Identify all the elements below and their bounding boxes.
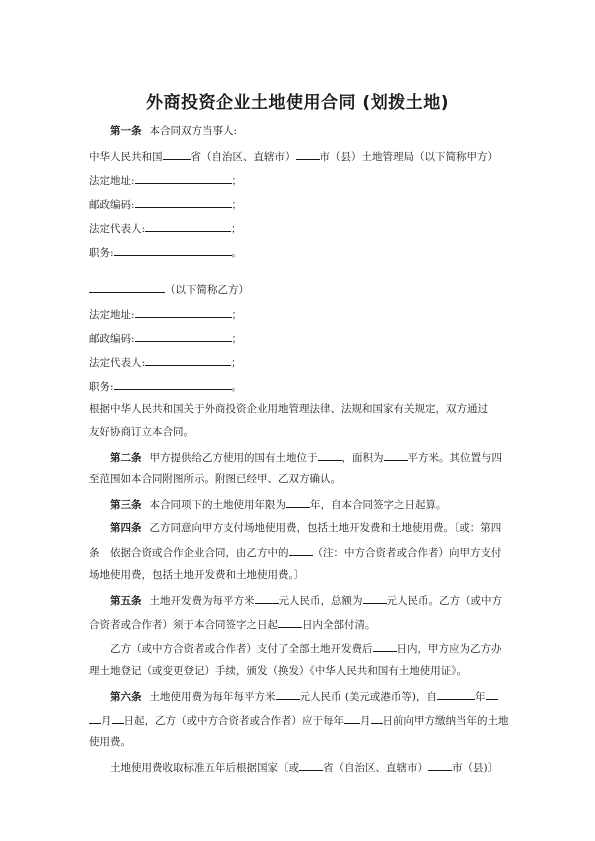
punct: ； xyxy=(231,199,243,211)
party-b-postcode xyxy=(89,330,507,346)
article-5-line-1 xyxy=(110,592,507,608)
punct: ； xyxy=(231,175,243,187)
city-blank xyxy=(296,148,320,160)
article-6b-line-1 xyxy=(110,759,507,775)
address-blank xyxy=(135,306,232,318)
address-label: 法定地址: xyxy=(89,175,135,187)
article-5-line-2 xyxy=(89,616,507,632)
text: 元人民币。乙方（或中方 xyxy=(386,595,502,607)
title-blank xyxy=(114,378,232,390)
party-a-title xyxy=(89,244,507,260)
article-1-text: 本合同双方当事人: xyxy=(149,125,238,137)
punct: 。 xyxy=(231,381,243,393)
text: ，面积为 xyxy=(341,452,384,464)
text: 乙方同意向甲方支付场地使用费，包括土地开发费和土地使用费。〔或：第四 xyxy=(149,522,502,534)
days-blank xyxy=(373,640,397,652)
article-2-label: 第二条 xyxy=(110,452,142,464)
preamble-line-1: 根据中华人民共和国关于外商投资企业用地管理法律、法规和国家有关规定，双方通过 xyxy=(89,403,488,415)
party-a-country: 中华人民共和国 xyxy=(89,151,163,163)
party-a-postcode xyxy=(89,196,507,212)
text: 日内，甲方应为乙方办 xyxy=(396,643,502,655)
party-b-address xyxy=(89,306,507,322)
total-fee-blank xyxy=(363,592,387,604)
punct: ； xyxy=(231,309,243,321)
article-4-line-2 xyxy=(89,544,507,560)
area-blank xyxy=(384,449,408,461)
year-blank xyxy=(437,688,475,700)
party-b-line xyxy=(89,281,507,297)
party-a-province: 省（自治区、直辖市） xyxy=(190,151,296,163)
article-2-line-1 xyxy=(110,449,507,465)
party-a-address xyxy=(89,172,507,188)
day-blank xyxy=(112,712,124,724)
location-blank xyxy=(318,449,342,461)
text: 日前向甲方缴纳当年的土地 xyxy=(382,715,509,727)
days-blank xyxy=(278,616,302,628)
text: 甲方提供给乙方使用的国有土地位于 xyxy=(149,452,318,464)
article-6-label: 第六条 xyxy=(110,691,142,703)
text: 元人民币 (美元或港币等)，自 xyxy=(299,691,438,703)
article-4-line-1 xyxy=(110,521,507,535)
article-4-line-3: 场地使用费，包括土地开发费和土地使用费。〕 xyxy=(89,569,305,581)
rep-blank xyxy=(145,354,231,366)
party-b-name-blank xyxy=(89,281,165,293)
article-1-label: 第一条 xyxy=(110,125,142,137)
unit-fee-blank xyxy=(255,592,279,604)
preamble-line-2: 友好协商订立本合同。 xyxy=(89,426,194,438)
text: （注：中方合资者或合作者）向甲方支付 xyxy=(312,547,502,559)
postcode-label: 邮政编码: xyxy=(89,199,135,211)
text: 日内全部付清。 xyxy=(302,619,376,631)
party-b-rep xyxy=(89,354,507,370)
text: 合资者或合作者）须于本合同签字之日起 xyxy=(89,619,278,631)
title-label: 职务: xyxy=(89,381,114,393)
article-5b-line-2: 理土地登记（或变更登记）手续，颁发（换发）《中华人民共和国有土地使用证》。 xyxy=(89,665,467,677)
article-4-label: 第四条 xyxy=(110,522,142,534)
address-blank xyxy=(135,172,232,184)
text: 平方米。其位置与四 xyxy=(407,452,502,464)
article-6-line-2 xyxy=(89,712,507,728)
text: 条 依据合资或合作企业合同，由乙方中的 xyxy=(89,547,289,559)
rep-label: 法定代表人: xyxy=(89,357,146,369)
city-blank xyxy=(428,759,452,771)
title-blank xyxy=(114,244,232,256)
province-blank xyxy=(163,148,191,160)
text: 土地使用费收取标准五年后根据国家〔或 xyxy=(110,762,299,774)
text: 月 xyxy=(360,715,371,727)
article-6-line-1 xyxy=(110,688,507,704)
text: 元人民币，总额为 xyxy=(278,595,363,607)
postcode-blank xyxy=(135,330,232,342)
article-3-label: 第三条 xyxy=(110,499,142,511)
punct: ； xyxy=(231,357,242,369)
text: 土地开发费为每平方米 xyxy=(149,595,255,607)
title-label: 职务: xyxy=(89,247,114,259)
punct: ； xyxy=(231,333,243,345)
text: 省（自治区、直辖市） xyxy=(323,762,428,774)
text: 本合同项下的土地使用年限为 xyxy=(149,499,286,511)
article-3 xyxy=(110,496,507,512)
text: 年 xyxy=(475,691,486,703)
rep-blank xyxy=(145,220,231,232)
text: 市（县)〕 xyxy=(452,762,499,774)
month-blank xyxy=(486,688,498,700)
province-blank xyxy=(299,759,323,771)
years-blank xyxy=(286,496,310,508)
article-2-line-2: 至范围如本合同附图所示。附图已经甲、乙双方确认。 xyxy=(89,473,341,485)
article-5-label: 第五条 xyxy=(110,595,142,607)
payer-blank xyxy=(289,544,313,556)
document-title: 外商投资企业土地使用合同 (划拨土地) xyxy=(146,93,449,113)
rep-label: 法定代表人: xyxy=(89,223,146,235)
party-a-bureau: 市（县）土地管理局（以下简称甲方） xyxy=(319,151,498,163)
month-blank-cont xyxy=(89,712,101,724)
postcode-blank xyxy=(135,196,232,208)
party-b-title xyxy=(89,378,507,394)
text: 日起，乙方（或中方合资者或合作者）应于每年 xyxy=(123,715,344,727)
party-b-suffix: （以下简称乙方） xyxy=(165,284,249,296)
postcode-label: 邮政编码: xyxy=(89,333,135,345)
text: 月 xyxy=(101,715,112,727)
pay-day-blank xyxy=(371,712,383,724)
article-5b-line-1 xyxy=(110,640,507,656)
text: 土地使用费为每年每平方米 xyxy=(149,691,276,703)
address-label: 法定地址: xyxy=(89,309,135,321)
article-6-line-3: 使用费。 xyxy=(89,736,131,748)
punct: ； xyxy=(231,223,242,235)
party-a-rep xyxy=(89,220,507,236)
unit-fee-blank xyxy=(276,688,300,700)
text: 乙方（或中方合资者或合作者）支付了全部土地开发费后 xyxy=(110,643,373,655)
article-1 xyxy=(110,124,507,138)
party-a-line xyxy=(89,148,507,164)
pay-month-blank xyxy=(344,712,360,724)
text: 年，自本合同签字之日起算。 xyxy=(310,499,447,511)
punct: 。 xyxy=(231,247,243,259)
